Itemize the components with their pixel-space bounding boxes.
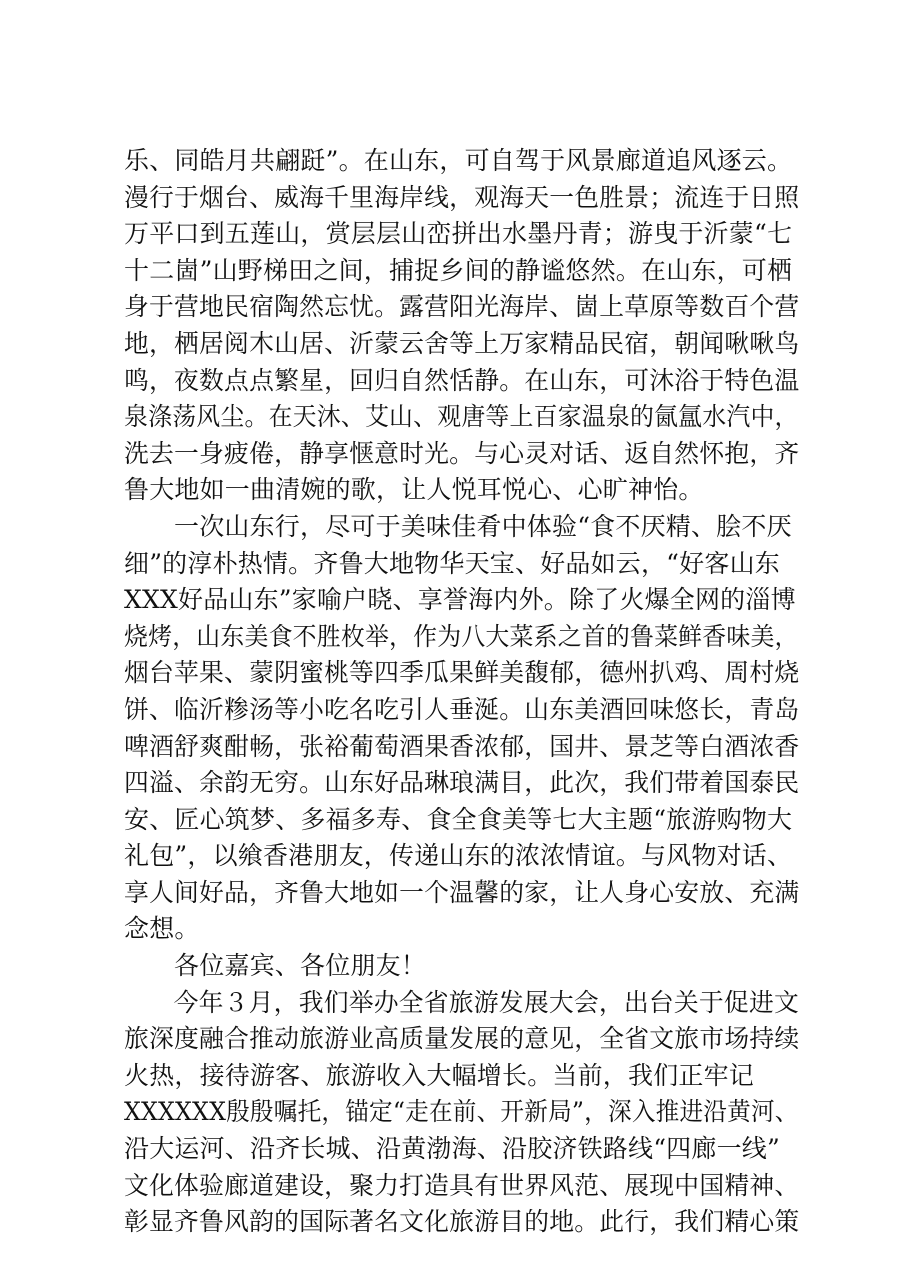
text-line: 洗去一身疲倦，静享惬意时光。与心灵对话、返自然怀抱，齐 <box>124 438 799 468</box>
text-line: 火热，接待游客、旅游收入大幅增长。当前，我们正牢记 <box>124 1060 755 1090</box>
text-line: 万平口到五莲山，赏层层山峦拼出水墨丹青；游曳于沂蒙“七 <box>124 219 793 249</box>
text-line: 礼包”，以飨香港朋友，传递山东的浓浓情谊。与风物对话、 <box>124 841 793 871</box>
text-line: 乐、同皓月共翩跹”。在山东，可自驾于风景廊道追风逐云。 <box>124 146 793 175</box>
document-body-text <box>124 143 799 1241</box>
paragraph-first-line: 各位嘉宾、各位朋友！ <box>174 951 427 981</box>
text-line: 彰显齐鲁风韵的国际著名文化旅游目的地。此行，我们精心策 <box>124 1207 799 1237</box>
text-line: 烟台苹果、蒙阴蜜桃等四季瓜果鲜美馥郁，德州扒鸡、周村烧 <box>124 658 799 688</box>
text-line: 沿大运河、沿齐长城、沿黄渤海、沿胶济铁路线“四廊一线” <box>124 1134 780 1164</box>
text-line: 鸣，夜数点点繁星，回归自然恬静。在山东，可沐浴于特色温 <box>124 365 799 395</box>
text-line: 享人间好品，齐鲁大地如一个温馨的家，让人身心安放、充满 <box>124 877 799 907</box>
text-line: 身于营地民宿陶然忘忧。露营阳光海岸、崮上草原等数百个营 <box>124 292 799 322</box>
text-line: 文化体验廊道建设，聚力打造具有世界风范、展现中国精神、 <box>124 1170 799 1200</box>
text-line: XXX好品山东”家喻户晓、享誉海内外。除了火爆全网的淄博 <box>124 585 796 615</box>
text-line: 四溢、余韵无穷。山东好品琳琅满目，此次，我们带着国泰民 <box>124 768 799 798</box>
text-line: 细”的淳朴热情。齐鲁大地物华天宝、好品如云，“好客山东 <box>124 548 780 578</box>
paragraph-first-line: 今年３月，我们举办全省旅游发展大会，出台关于促进文 <box>173 987 799 1017</box>
text-line: 啤酒舒爽酣畅，张裕葡萄酒果香浓郁，国井、景芝等白酒浓香 <box>124 731 799 761</box>
text-line: 旅深度融合推动旅游业高质量发展的意见，全省文旅市场持续 <box>124 1024 799 1054</box>
text-line: 烧烤，山东美食不胜枚举，作为八大菜系之首的鲁菜鲜香味美， <box>124 621 799 651</box>
text-line: 饼、临沂糁汤等小吃名吃引人垂涎。山东美酒回味悠长，青岛 <box>124 694 799 724</box>
text-line: 十二崮”山野梯田之间，捕捉乡间的静谧悠然。在山东，可栖 <box>124 255 793 285</box>
text-line: 鲁大地如一曲清婉的歌，让人悦耳悦心、心旷神怡。 <box>124 475 704 505</box>
paragraph-first-line: 一次山东行，尽可于美味佳肴中体验“食不厌精、脍不厌 <box>174 511 792 541</box>
text-line: 漫行于烟台、威海千里海岸线，观海天一色胜景；流连于日照 <box>124 182 799 212</box>
text-line: 念想。 <box>124 914 200 944</box>
text-line: 安、匠心筑梦、多福多寿、食全食美等七大主题“旅游购物大 <box>124 804 793 834</box>
text-line: 地，栖居阅木山居、沂蒙云舍等上万家精品民宿，朝闻啾啾鸟 <box>124 328 799 358</box>
text-line: XXXXXX殷殷嘱托，锚定“走在前、开新局”，深入推进沿黄河、 <box>124 1097 799 1127</box>
text-line: 泉涤荡风尘。在天沐、艾山、观唐等上百家温泉的氤氲水汽中， <box>124 402 799 432</box>
